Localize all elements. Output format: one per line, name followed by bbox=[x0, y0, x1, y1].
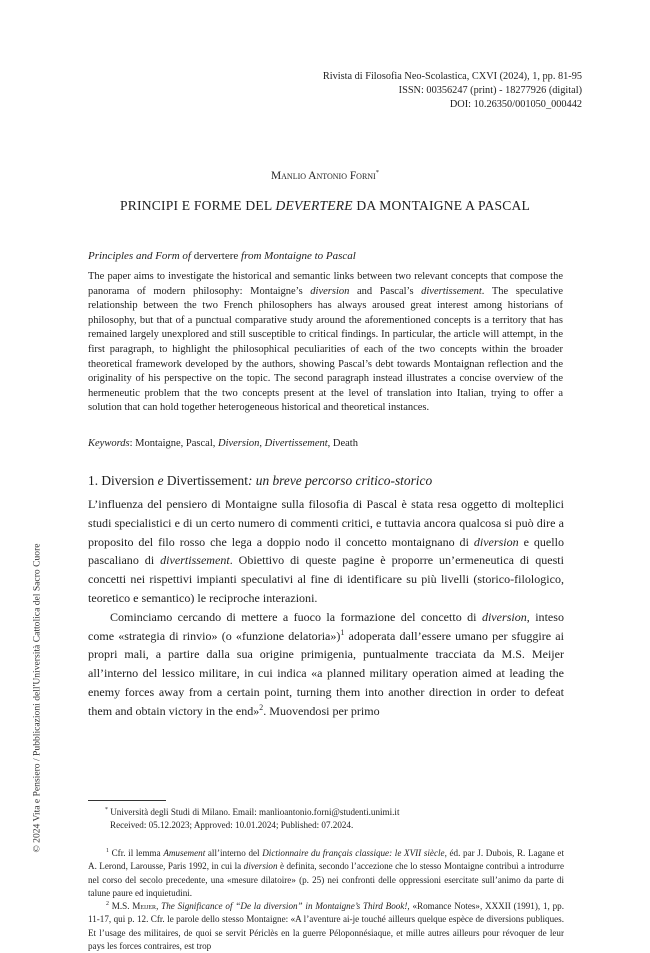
journal-citation: Rivista di Filosofia Neo-Scolastica, CXVI (2024), 1, pp. 81-95 bbox=[322, 71, 582, 82]
author-name: Manlio Antonio Forni* bbox=[271, 169, 379, 182]
paragraph-2: Cominciamo cercando di mettere a fuoco la formazione del concetto di diversion, inteso come «strategia di rinvio» (o «funzione delatoria»)$^1$ adoperata dall’essere umano per sfuggire ai propri mali, a partire dalla sua origine primigenia, puntualmente tracciata da M.S. Meijer all’interno del lessico militare, in cui indica «a planned military operation aimed at leading the enemy forces away from a certain point, turning them into another direction in order to defeat them and obtain victory in the end»$^2$. Muovendosi per primo bbox=[88, 609, 564, 718]
abstract-text: The paper aims to investigate the historical and semantic links between two relevant concepts that compose the panorama of modern philosophy: Montaigne’s diversion and Pascal’s divertissement. The speculative relationship between the two French philosophers has always aroused great interest among historians of philosophy, but that of a punctual comparative study around the aforementioned concepts is a territory that has remained largely unexplored and still susceptible to critical findings. In particular, the article will attempt, in the first paragraph, to highlight the philosophical peculiarities of each of the two concepts within the broader theoretical framework developed by the authors, showing Pascal’s debt towards Montaignan reflection and the originality of his perspective on the topic. The second paragraph instead illustrates a concise overview of the hermeneutic problem that the two concepts present at the level of translation into Italian, trying to offer a solution that can hold together heterogeneous historical and theoretical instances. bbox=[88, 271, 563, 414]
body-text bbox=[88, 495, 564, 721]
abstract-title: Principles and Form of dervertere from Montaigne to Pascal bbox=[88, 250, 356, 262]
journal-issn: ISSN: 00356247 (print) - 18277926 (digital) bbox=[398, 85, 582, 97]
keywords-label: Keywords bbox=[88, 438, 130, 449]
footnote-author: * Università degli Studi di Milano. Email: manlioantonio.forni@studenti.unimi.it Received: 05.12.2023; Approved: 10.01.2024; Published: 07.2024. bbox=[105, 806, 400, 831]
footnote-ref-2: 2 bbox=[259, 702, 264, 712]
journal-header bbox=[182, 70, 582, 113]
journal-doi: DOI: 10.26350/001050_000442 bbox=[449, 99, 582, 111]
footnote-2: $^2$ M.S. Meijer, The Significance of “De la diversion” in Montaigne’s Third Book!, «Romance Notes», XXXII (1991), 1, pp. 11-17, qui p. 12. Cfr. le parole dello stesso Montaigne: «A l’aventure ai-je touché ailleurs quelque espèce de diversions publiques. Et l’usage des militaires, de quoi se servit Périclès en la guerre Péloponnésiaque, et mille autres ailleurs pour révoquer de leur pays les forces contraires, est trop bbox=[88, 901, 564, 952]
footnotes bbox=[88, 847, 564, 953]
article-title: PRINCIPI E FORME DEL DEVERTERE DA MONTAIGNE A PASCAL bbox=[119, 198, 531, 213]
copyright-text: © 2024 Vita e Pensiero / Pubblicazioni dell'Università Cattolica del Sacro Cuore bbox=[31, 543, 43, 853]
paragraph-1: L’influenza del pensiero di Montaigne sulla filosofia di Pascal è stata resa oggetto di molteplici studi specialistici e di un certo numero di commenti critici, e tuttavia ancora qualcosa si può dire a proposito del filo rosso che lega a doppio nodo il concetto montaignano di diversion e quello pascaliano di divertissement. Obiettivo di queste pagine è proporre un’ermeneutica di questi concetti nei rispettivi impianti speculativi al fine di identificare su più livelli (storico-filologico, teoretico e semantico) le reciproche interazioni. bbox=[88, 497, 564, 605]
footnote-divider bbox=[88, 800, 166, 801]
footnote-ref-1: 1 bbox=[340, 627, 345, 637]
keywords: Keywords: Montaigne, Pascal, Diversion, Divertissement, Death bbox=[88, 438, 358, 449]
footnote-1: $^1$ Cfr. il lemma Amusement all’interno del Dictionnaire du français classique: le XVII siècle, éd. par J. Dubois, R. Lagane et A. Lerond, Larousse, Paris 1992, in cui la diversion è definita, secondo l’accezione che lo stesso Montaigne contribuì a introdurre nel corso del secolo precedente, una «mesure dilatoire» (p. 25) nei confronti delle oppressioni esercitate sull’animo da parte di talune paure ed inquietudini. bbox=[88, 847, 564, 898]
author-footnote-mark: * bbox=[375, 169, 379, 177]
copyright-sideline bbox=[27, 502, 47, 894]
section-heading: 1. Diversion e Divertissement: un breve percorso critico-storico bbox=[88, 473, 433, 488]
